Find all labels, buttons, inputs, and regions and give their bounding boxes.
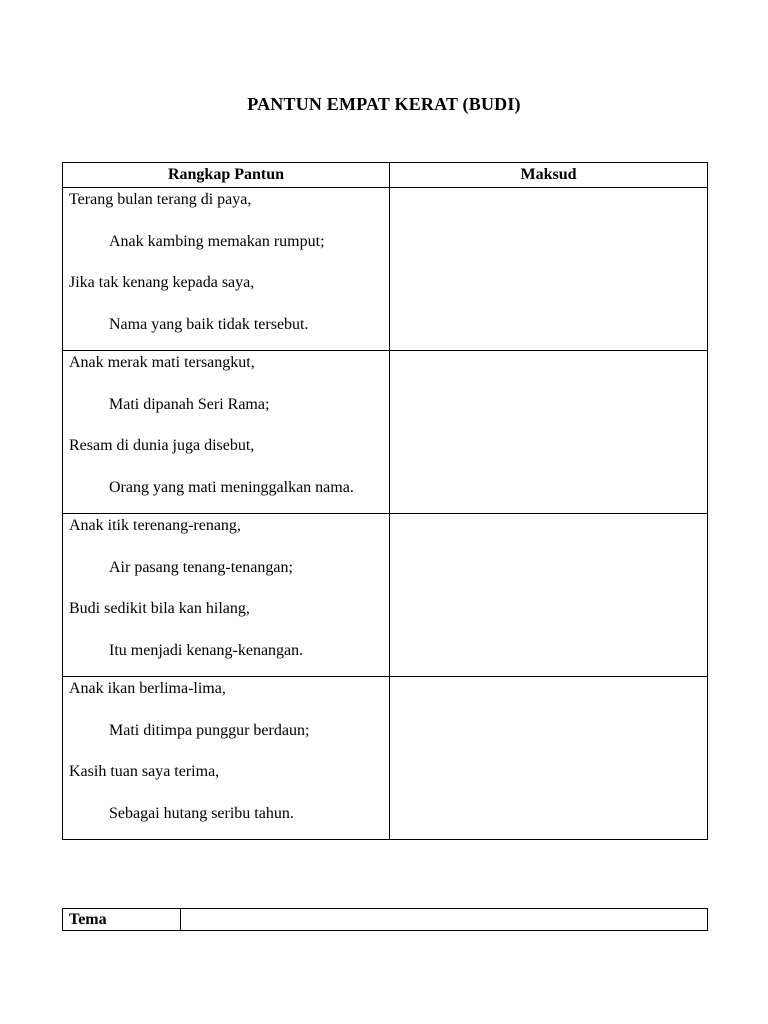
table-header-row [63, 163, 708, 188]
stanza-3-line-4: Itu menjadi kenang-kenangan. [109, 642, 304, 659]
stanza-4-line-4: Sebagai hutang seribu tahun. [109, 805, 294, 822]
stanza-cell-2 [63, 351, 390, 514]
stanza-2-line-3: Resam di dunia juga disebut, [69, 437, 255, 454]
stanza-2-line-2: Mati dipanah Seri Rama; [109, 396, 270, 413]
stanza-cell-1 [63, 188, 390, 351]
maksud-cell-4[interactable] [390, 677, 708, 840]
stanza-cell-3 [63, 514, 390, 677]
maksud-cell-1[interactable] [390, 188, 708, 351]
stanza-1-line-4: Nama yang baik tidak tersebut. [109, 316, 309, 333]
stanza-4-line-1: Anak ikan berlima-lima, [69, 680, 226, 697]
stanza-3-line-2: Air pasang tenang-tenangan; [109, 559, 293, 576]
page-title: PANTUN EMPAT KERAT (BUDI) [247, 94, 521, 114]
header-maksud: Maksud [390, 163, 708, 188]
stanza-4-line-3: Kasih tuan saya terima, [69, 763, 220, 780]
stanza-3-line-1: Anak itik terenang-renang, [69, 517, 241, 534]
table-row [63, 351, 708, 514]
stanza-4-line-2: Mati ditimpa punggur berdaun; [109, 722, 310, 739]
stanza-2-line-4: Orang yang mati meninggalkan nama. [109, 479, 354, 496]
stanza-cell-4 [63, 677, 390, 840]
tema-value-cell[interactable] [181, 909, 708, 931]
tema-table [62, 908, 708, 931]
tema-row [63, 909, 708, 931]
header-rangkap-pantun: Rangkap Pantun [63, 163, 390, 188]
tema-label: Tema [63, 909, 181, 931]
table-row [63, 188, 708, 351]
stanza-1-line-1: Terang bulan terang di paya, [69, 191, 252, 208]
maksud-cell-3[interactable] [390, 514, 708, 677]
pantun-table [62, 162, 708, 840]
stanza-1-line-3: Jika tak kenang kepada saya, [69, 274, 255, 291]
maksud-cell-2[interactable] [390, 351, 708, 514]
table-row [63, 514, 708, 677]
table-row [63, 677, 708, 840]
stanza-1-line-2: Anak kambing memakan rumput; [109, 233, 325, 250]
stanza-2-line-1: Anak merak mati tersangkut, [69, 354, 255, 371]
stanza-3-line-3: Budi sedikit bila kan hilang, [69, 600, 250, 617]
